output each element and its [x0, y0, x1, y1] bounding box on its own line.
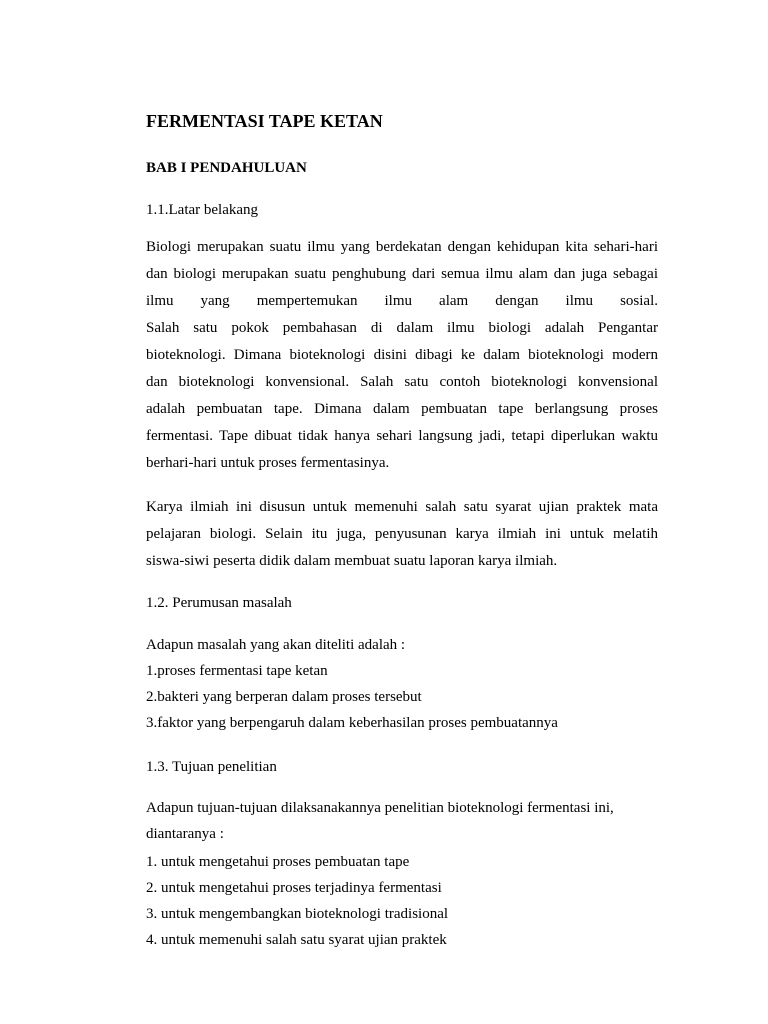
paragraph-line: fermentasi. Tape dibuat tidak hanya sehari langsung jadi, tetapi diperlukan waktu	[146, 428, 658, 444]
paragraph-line: bioteknologi. Dimana bioteknologi disini dibagi ke dalam bioteknologi modern	[146, 347, 658, 363]
section-heading-tujuan-penelitian: 1.3. Tujuan penelitian	[146, 759, 277, 775]
paragraph-latar-belakang-1	[146, 234, 658, 477]
perumusan-masalah-list	[146, 632, 658, 736]
paragraph-line: Adapun tujuan-tujuan dilaksanakannya penelitian bioteknologi fermentasi ini,	[146, 800, 614, 816]
list-item: 2. untuk mengetahui proses terjadinya fermentasi	[146, 880, 442, 896]
document-title: FERMENTASI TAPE KETAN	[146, 111, 383, 131]
section-heading-perumusan-masalah: 1.2. Perumusan masalah	[146, 595, 292, 611]
list-item: 2.bakteri yang berperan dalam proses tersebut	[146, 689, 422, 705]
paragraph-line: berhari-hari untuk proses fermentasinya.	[146, 455, 390, 471]
paragraph-line: Salah satu pokok pembahasan di dalam ilmu biologi adalah Pengantar	[146, 320, 658, 336]
list-item: 3. untuk mengembangkan bioteknologi tradisional	[146, 906, 449, 922]
list-item: 1. untuk mengetahui proses pembuatan tape	[146, 854, 410, 870]
paragraph-line: pelajaran biologi. Selain itu juga, penyusunan karya ilmiah ini untuk melatih	[146, 526, 658, 542]
list-item: 4. untuk memenuhi salah satu syarat ujian praktek	[146, 932, 447, 948]
paragraph-line: dan biologi merupakan suatu penghubung dari semua ilmu alam dan juga sebagai	[146, 266, 658, 282]
paragraph-line: dan bioteknologi konvensional. Salah satu contoh bioteknologi konvensional	[146, 374, 658, 390]
list-intro: Adapun masalah yang akan diteliti adalah :	[146, 637, 406, 653]
paragraph-line: adalah pembuatan tape. Dimana dalam pembuatan tape berlangsung proses	[146, 401, 658, 417]
chapter-heading: BAB I PENDAHULUAN	[146, 160, 307, 176]
paragraph-latar-belakang-2	[146, 494, 658, 575]
tujuan-penelitian-list	[146, 849, 658, 953]
paragraph-line: ilmu yang mempertemukan ilmu alam dengan ilmu sosial.	[146, 293, 658, 309]
paragraph-line: Biologi merupakan suatu ilmu yang berdekatan dengan kehidupan kita sehari-hari	[146, 239, 658, 255]
paragraph-line: siswa-siwi peserta didik dalam membuat suatu laporan karya ilmiah.	[146, 553, 558, 569]
section-heading-latar-belakang: 1.1.Latar belakang	[146, 202, 259, 218]
paragraph-line: Karya ilmiah ini disusun untuk memenuhi salah satu syarat ujian praktek mata	[146, 499, 658, 515]
list-item: 3.faktor yang berpengaruh dalam keberhasilan proses pembuatannya	[146, 715, 558, 731]
list-item: 1.proses fermentasi tape ketan	[146, 663, 328, 679]
tujuan-intro-paragraph	[146, 795, 658, 847]
paragraph-line: diantaranya :	[146, 826, 224, 842]
